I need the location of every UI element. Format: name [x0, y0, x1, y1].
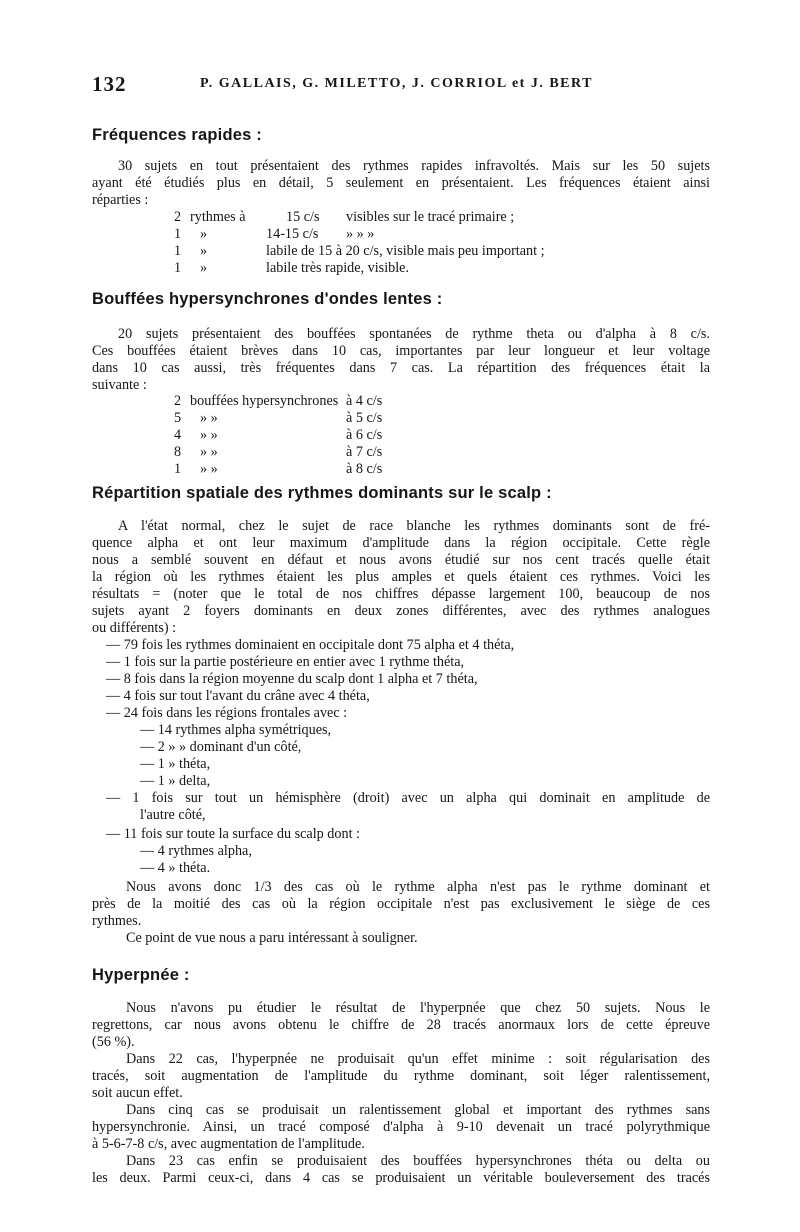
table-cell: 1 [174, 260, 182, 276]
paragraph-line: A l'état normal, chez le sujet de race blanche les rythmes dominants sont de fré- [118, 518, 710, 534]
table-cell: 8 [174, 444, 182, 460]
table-cell: 1 [174, 226, 182, 242]
sub-list-item: — 4 rythmes alpha, [140, 843, 252, 859]
page-number: 132 [92, 72, 127, 96]
table-cell: à 6 c/s [346, 427, 383, 443]
paragraph-line: à 5-6-7-8 c/s, avec augmentation de l'amplitude. [92, 1136, 365, 1152]
paragraph-line: soit aucun effet. [92, 1085, 183, 1101]
table-cell: visibles sur le tracé primaire ; [346, 209, 515, 225]
section-heading-bouffees: Bouffées hypersynchrones d'ondes lentes : [92, 290, 443, 308]
table-cell: 2 [174, 393, 182, 409]
paragraph-line: (56 %). [92, 1034, 135, 1050]
table-cell: 14-15 c/s [266, 226, 319, 242]
paragraph-line: hypersynchronie. Ainsi, un tracé composé d'alpha à 9-10 devenait un tracé polyrythmique [92, 1119, 710, 1135]
table-cell: 5 [174, 410, 182, 426]
paragraph-line: réparties : [92, 192, 149, 208]
table-cell: » [200, 260, 208, 276]
table-cell: 4 [174, 427, 182, 443]
paragraph-line: la région où les rythmes étaient les plus amples et quels étaient ces rythmes. Voici les [92, 569, 710, 585]
paragraph-line: suivante : [92, 377, 147, 393]
table-cell: » [200, 243, 208, 259]
table-cell: rythmes à [190, 209, 246, 225]
sub-list-item: — 14 rythmes alpha symétriques, [140, 722, 332, 738]
table-cell: » » [200, 461, 218, 477]
table-cell: à 8 c/s [346, 461, 383, 477]
sub-list-item: — 1 » théta, [140, 756, 211, 772]
paragraph-line: regrettons, car nous avons obtenu le chiffre de 28 tracés anormaux lors de cette épreuve [92, 1017, 710, 1033]
table-cell: 15 c/s [286, 209, 320, 225]
paragraph-line: Ce point de vue nous a paru intéressant à souligner. [126, 930, 418, 946]
list-item: — 1 fois sur tout un hémisphère (droit) avec un alpha qui dominait en amplitude de [106, 790, 710, 806]
paragraph-line: Dans 23 cas enfin se produisaient des bouffées hypersynchrones théta ou delta ou [126, 1153, 710, 1169]
table-cell: 1 [174, 243, 182, 259]
paragraph-line: Nous n'avons pu étudier le résultat de l'hyperpnée que chez 50 sujets. Nous le [126, 1000, 710, 1016]
list-item: — 8 fois dans la région moyenne du scalp dont 1 alpha et 7 théta, [106, 671, 478, 687]
section-heading-hyperpnee: Hyperpnée : [92, 966, 190, 984]
paragraph-line: Ces bouffées étaient brèves dans 10 cas, importantes par leur longueur et leur voltage [92, 343, 710, 359]
table-cell: » » » [346, 226, 375, 242]
paragraph-line: Dans cinq cas se produisait un ralentissement global et important des rythmes sans [126, 1102, 710, 1118]
table-cell: à 7 c/s [346, 444, 383, 460]
table-cell: » [200, 226, 208, 242]
paragraph-line: sujets ayant 2 foyers dominants en deux zones différentes, avec des rythmes analogues [92, 603, 710, 619]
list-item: — 11 fois sur toute la surface du scalp dont : [106, 826, 361, 842]
list-item: — 79 fois les rythmes dominaient en occipitale dont 75 alpha et 4 théta, [106, 637, 515, 653]
paragraph-line: Nous avons donc 1/3 des cas où le rythme alpha n'est pas le rythme dominant et [126, 879, 710, 895]
paragraph-line: dans 10 cas aussi, très fréquentes dans 7 cas. La répartition des fréquences était la [92, 360, 710, 376]
section-heading-frequences: Fréquences rapides : [92, 126, 262, 144]
author-line: P. GALLAIS, G. MILETTO, J. CORRIOL et J. BERT [200, 76, 593, 91]
list-item-continuation: l'autre côté, [140, 807, 206, 823]
list-item: — 24 fois dans les régions frontales avec : [106, 705, 348, 721]
paragraph-line: Dans 22 cas, l'hyperpnée ne produisait qu'un effet minime : soit régularisation des [126, 1051, 710, 1067]
list-item: — 4 fois sur tout l'avant du crâne avec 4 théta, [106, 688, 370, 704]
table-cell: 2 [174, 209, 182, 225]
table-cell: labile de 15 à 20 c/s, visible mais peu important ; [266, 243, 545, 259]
sub-list-item: — 1 » delta, [140, 773, 211, 789]
sub-list-item: — 4 » théta. [140, 860, 211, 876]
paragraph-line: résultats = (noter que le total de nos chiffres dépasse largement 100, beaucoup de nos [92, 586, 710, 602]
table-cell: à 4 c/s [346, 393, 383, 409]
list-item: — 1 fois sur la partie postérieure en entier avec 1 rythme théta, [106, 654, 465, 670]
table-cell: labile très rapide, visible. [266, 260, 410, 276]
section-heading-repartition: Répartition spatiale des rythmes dominants sur le scalp : [92, 484, 552, 502]
paragraph-line: ou différents) : [92, 620, 177, 636]
table-cell: » » [200, 444, 218, 460]
table-cell: » » [200, 427, 218, 443]
table-cell: 1 [174, 461, 182, 477]
sub-list-item: — 2 » » dominant d'un côté, [140, 739, 302, 755]
paragraph-line: nous a semblé souvent en défaut et nous avons étudié sur nos cent tracés quelle était [92, 552, 710, 568]
paragraph-line: les deux. Parmi ceux-ci, dans 4 cas se produisaient un véritable bouleversement des tracés [92, 1170, 710, 1186]
paragraph-line: près de la moitié des cas où la région occipitale n'est pas exclusivement le siège de ces [92, 896, 710, 912]
paragraph-line: 30 sujets en tout présentaient des rythmes rapides infravoltés. Mais sur les 50 sujets [118, 158, 710, 174]
paragraph-line: ayant été étudiés plus en détail, 5 seulement en présentaient. Les fréquences étaient ainsi [92, 175, 710, 191]
paragraph-line: rythmes. [92, 913, 142, 929]
table-cell: » » [200, 410, 218, 426]
running-header [92, 74, 712, 98]
paragraph-line: 20 sujets présentaient des bouffées spontanées de rythme theta ou d'alpha à 8 c/s. [118, 326, 710, 342]
table-cell: bouffées hypersynchrones [190, 393, 339, 409]
paragraph-line: quence alpha et ont leur maximum d'amplitude dans la région occipitale. Cette règle [92, 535, 710, 551]
table-cell: à 5 c/s [346, 410, 383, 426]
paragraph-line: tracés, soit augmentation de l'amplitude du rythme dominant, soit léger ralentissement, [92, 1068, 710, 1084]
